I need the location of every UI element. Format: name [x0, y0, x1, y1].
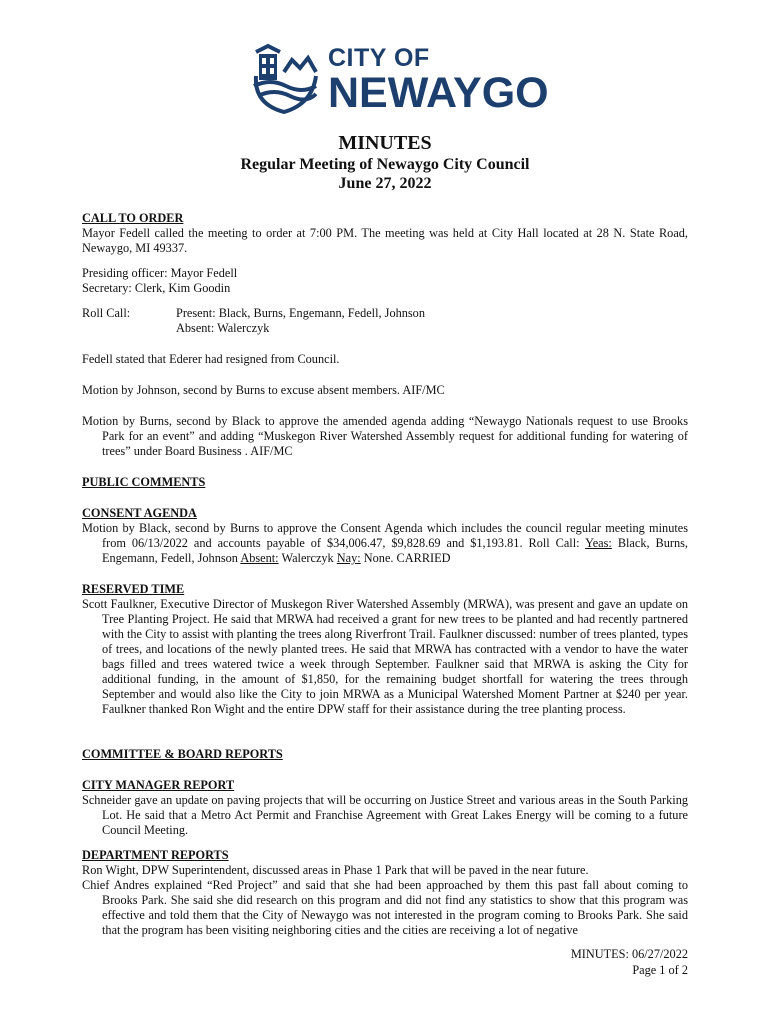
- city-emblem-icon: [250, 42, 320, 114]
- roll-call: [82, 306, 688, 336]
- absent-members: Absent: Walerczyk: [176, 321, 270, 335]
- footer-minutes-date: MINUTES: 06/27/2022: [570, 947, 688, 961]
- section-heading-committee: COMMITTEE & BOARD REPORTS: [82, 747, 283, 761]
- page-title: MINUTES: [338, 132, 432, 154]
- logo-line1: CITY OF: [328, 44, 430, 72]
- section-heading-department: DEPARTMENT REPORTS: [82, 848, 229, 862]
- section-heading-city-manager: CITY MANAGER REPORT: [82, 778, 235, 792]
- minutes-body: [82, 211, 688, 938]
- consent-agenda-text: Motion by Black, second by Burns to approve the Consent Agenda which includes the council regular meeting minutes from 06/13/2022 and accounts payable of $34,006.47, $9,828.69 and $1,193.81. Roll Call: Yeas: Black, Burns, Engemann, Fedell, Johnson Absent: Walerczyk Nay: None. CARRIED: [82, 521, 688, 565]
- department-text-police: Chief Andres explained “Red Project” and said that she had been approached by them this past fall about coming to Brooks Park. She said she did research on this program and did not find any statistics to show that this program was effective and told them that the City of Newaygo was not interested in the program coming to Brooks Park. She said that the program has been visiting neighboring cities and the cities are receiving a lot of negative: [82, 878, 688, 937]
- secretary: Secretary: Clerk, Kim Goodin: [82, 281, 231, 295]
- city-logo: [250, 42, 549, 120]
- present-members: Present: Black, Burns, Engemann, Fedell, Johnson: [176, 306, 425, 320]
- motion-amended-agenda: Motion by Burns, second by Black to approve the amended agenda adding “Newaygo Nationals request to use Brooks Park for an event” and adding “Muskegon River Watershed Assembly request for additional funding for watering of trees” under Board Business . AIF/MC: [82, 414, 688, 458]
- meeting-date: June 27, 2022: [338, 175, 432, 192]
- ederer-resignation: Fedell stated that Ederer had resigned from Council.: [82, 352, 340, 366]
- presiding-officer: Presiding officer: Mayor Fedell: [82, 266, 238, 280]
- section-heading-public-comments: PUBLIC COMMENTS: [82, 475, 206, 489]
- reserved-time-text: Scott Faulkner, Executive Director of Muskegon River Watershed Assembly (MRWA), was present and gave an update on Tree Planting Project. He said that MRWA had received a grant for new trees to be planted and had recently partnered with the City to assist with planting the trees along Riverfront Trail. Faulkner discussed: number of trees planted, types of trees, and locations of the newly planted trees. He said that MRWA has contracted with a vendor to have the water bags filled and trees watered twice a week through September. Faulkner said that MRWA is asking the City for additional funding, in the amount of $1,850, for the remaining budget shortfall for watering the trees through September and would also like the City to join MRWA as a Municipal Watershed Moment Partner at $240 per year. Faulkner thanked Ron Wight and the entire DPW staff for their assistance during the tree planting process.: [82, 597, 688, 716]
- motion-excuse-absent: Motion by Johnson, second by Burns to excuse absent members. AIF/MC: [82, 383, 445, 397]
- meeting-subtitle: Regular Meeting of Newaygo City Council: [240, 156, 530, 173]
- city-manager-text: Schneider gave an update on paving projects that will be occurring on Justice Street and various areas in the South Parking Lot. He said that a Metro Act Permit and Franchise Agreement with Great Lakes Energy will be coming to a future Council Meeting.: [82, 793, 688, 837]
- department-text-dpw: Ron Wight, DPW Superintendent, discussed areas in Phase 1 Park that will be paved in the near future.: [82, 863, 589, 877]
- page-footer: [571, 946, 688, 978]
- logo-line2: NEWAYGO: [328, 69, 549, 117]
- roll-call-label: Roll Call:: [82, 306, 131, 320]
- section-heading-reserved-time: RESERVED TIME: [82, 582, 185, 596]
- footer-page-number: Page 1 of 2: [632, 963, 688, 977]
- call-to-order-text: Mayor Fedell called the meeting to order at 7:00 PM. The meeting was held at City Hall located at 28 N. State Road, Newaygo, MI 49337.: [82, 226, 688, 255]
- section-heading-call-to-order: CALL TO ORDER: [82, 211, 184, 225]
- section-heading-consent-agenda: CONSENT AGENDA: [82, 506, 197, 520]
